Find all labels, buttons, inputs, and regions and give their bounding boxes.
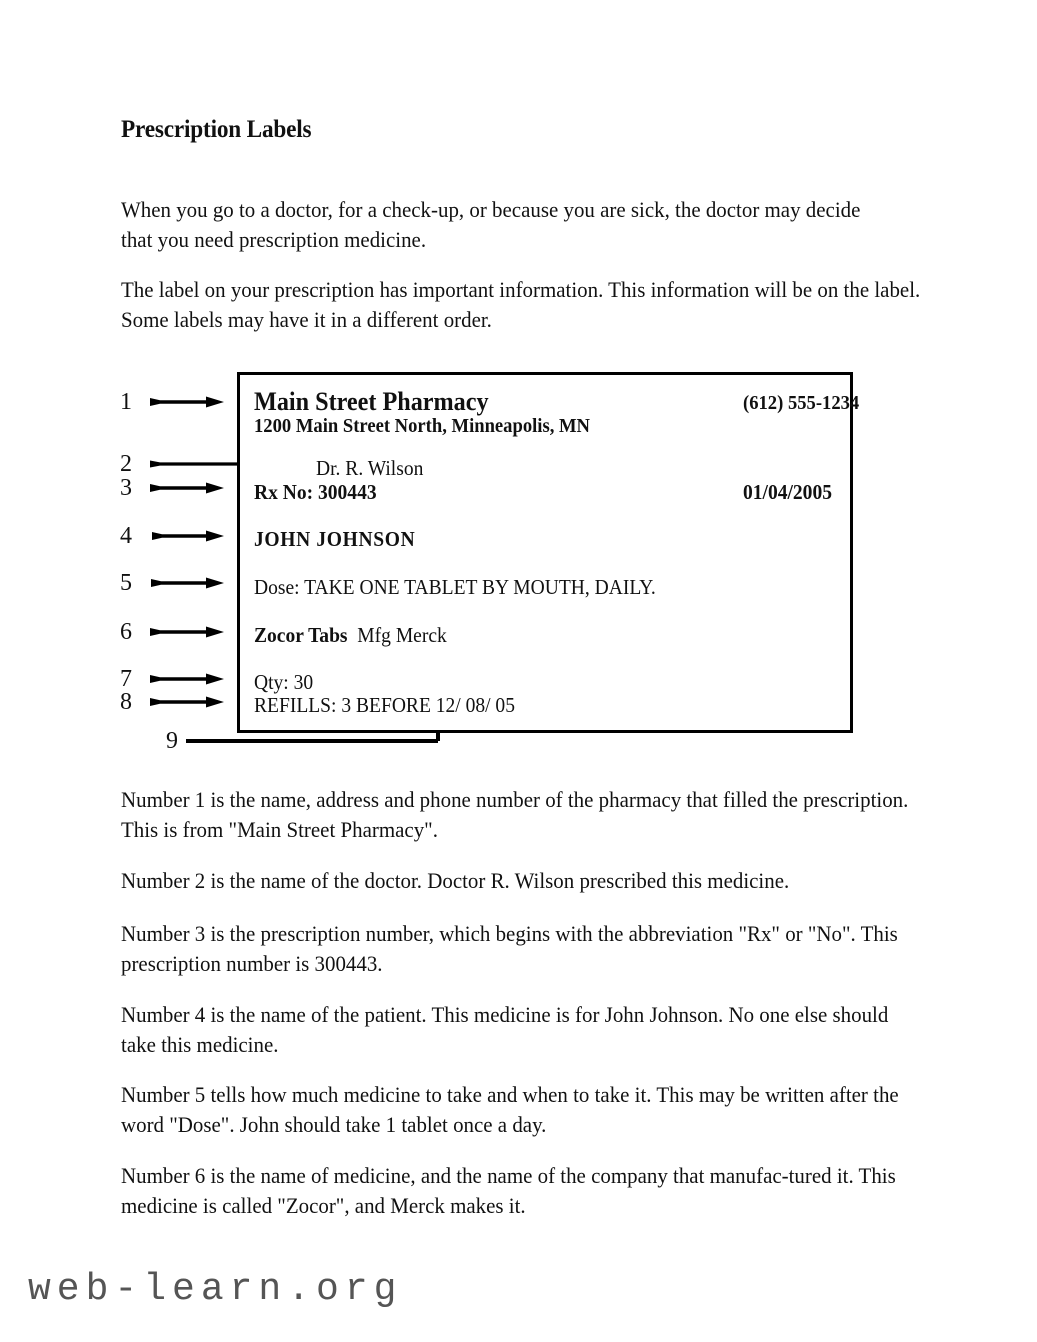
page-title: Prescription Labels — [121, 116, 312, 143]
explanation-paragraph-5: Number 5 tells how much medicine to take and when to take it. This may be written after the word "Dose". John should take 1 tablet once a day. — [121, 1082, 899, 1137]
prescription-label-box — [237, 372, 860, 733]
callout-number-8: 8 — [120, 689, 132, 715]
pharmacy-name: Main Street Pharmacy — [254, 387, 489, 416]
callout-number-9: 9 — [166, 728, 178, 754]
explanation-paragraph-2: Number 2 is the name of the doctor. Doctor R. Wilson prescribed this medicine. — [121, 868, 790, 893]
dose-instructions: Dose: TAKE ONE TABLET BY MOUTH, DAILY. — [254, 575, 656, 599]
drug-name: Zocor Tabs — [254, 623, 348, 647]
explanation-paragraph-3: Number 3 is the prescription number, which begins with the abbreviation "Rx" or "No". This prescription number is 300443. — [121, 921, 898, 976]
callout-arrow-6 — [150, 625, 224, 639]
callout-number-4: 4 — [120, 523, 132, 549]
callout-arrow-5 — [151, 576, 224, 590]
callout-number-5: 5 — [120, 570, 132, 596]
callout-arrow-7 — [150, 672, 224, 686]
callout-arrow-8 — [150, 695, 224, 709]
explanation-paragraph-1: Number 1 is the name, address and phone number of the pharmacy that filled the prescription. This is from "Main Street Pharmacy". — [121, 787, 909, 842]
drug-line — [254, 623, 447, 648]
refills: REFILLS: 3 BEFORE 12/ 08/ 05 — [254, 693, 515, 717]
explanation-paragraph-6: Number 6 is the name of medicine, and the name of the company that manufac-tured it. This medicine is called "Zocor", and Merck makes it. — [121, 1163, 896, 1218]
prescription-label-content — [240, 375, 860, 730]
patient-name: JOHN JOHNSON — [254, 527, 416, 551]
intro-paragraph-2: The label on your prescription has important information. This information will be on the label. Some labels may have it in a different order. — [121, 277, 921, 332]
callout-number-7: 7 — [120, 666, 132, 692]
prescriber-name: Dr. R. Wilson — [316, 456, 424, 480]
pharmacy-phone: (612) 555-1234 — [743, 392, 860, 414]
fill-date: 01/04/2005 — [743, 480, 832, 504]
manufacturer: Mfg Merck — [357, 623, 447, 647]
quantity: Qty: 30 — [254, 670, 314, 694]
explanation-paragraph-4: Number 4 is the name of the patient. This medicine is for John Johnson. No one else should take this medicine. — [121, 1002, 889, 1057]
pharmacy-address: 1200 Main Street North, Minneapolis, MN — [254, 415, 590, 437]
callout-number-1: 1 — [120, 389, 132, 415]
intro-paragraph-1: When you go to a doctor, for a check-up, or because you are sick, the doctor may decide that you need prescription medicine. — [121, 197, 861, 252]
callout-number-6: 6 — [120, 619, 132, 645]
callout-number-2: 2 — [120, 451, 132, 477]
site-watermark: web-learn.org — [28, 1268, 403, 1311]
callout-arrow-3 — [150, 481, 224, 495]
callout-arrow-4 — [152, 529, 224, 543]
callout-arrow-1 — [150, 395, 224, 409]
rx-number: Rx No: 300443 — [254, 480, 377, 504]
callout-number-3: 3 — [120, 475, 132, 501]
